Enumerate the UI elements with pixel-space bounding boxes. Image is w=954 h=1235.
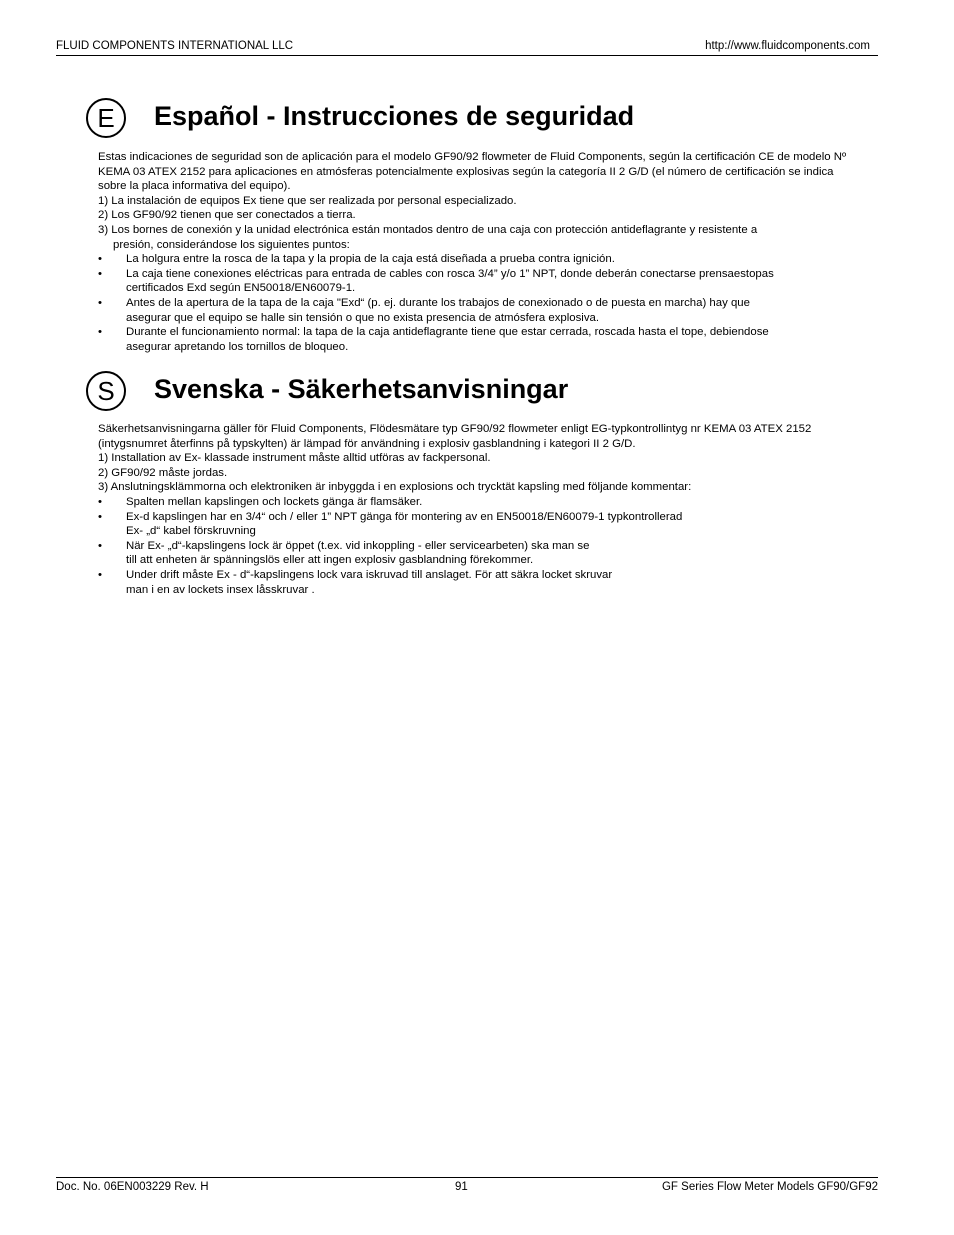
swedish-item-3 [98, 480, 863, 495]
swedish-item-2-text: 2) GF90/92 måste jordas. [98, 466, 228, 479]
bullet-text: La caja tiene conexiones eléctricas para entrada de cables con rosca 3/4” y/o 1” NPT, donde deberán conectarse prensaestopas [126, 267, 774, 280]
swedish-intro: Säkerhetsanvisningarna gäller för Fluid Components, Flödesmätare typ GF90/92 flowmeter enligt EG-typkontrollintyg nr KEMA 03 ATEX 2152 (intygsnumret återfinns på typskylten) är lämpad för användning i explosiv gasblandning i kategori II 2 G/D. [98, 423, 812, 450]
spanish-section-body [98, 150, 863, 354]
spanish-badge-icon: E [86, 98, 126, 138]
footer-product: GF Series Flow Meter Models GF90/GF92 [661, 1181, 878, 1193]
spanish-item-1 [98, 194, 863, 209]
spanish-item-3-text: 3) Los bornes de conexión y la unidad electrónica están montados dentro de una caja con protección antideflagrante y resistente a [98, 223, 758, 236]
page-footer [56, 1177, 878, 1198]
bullet-icon: • [98, 253, 102, 266]
bullet-text-cont: man i en av lockets insex låsskruvar . [126, 583, 315, 596]
bullet-icon: • [98, 267, 102, 280]
bullet-icon: • [98, 326, 102, 339]
bullet-text: Antes de la apertura de la tapa de la caja "Exd“ (p. ej. durante los trabajos de conexionado o de puesta en marcha) hay que [126, 296, 750, 309]
bullet-text: Ex-d kapslingen har en 3/4“ och / eller 1” NPT gänga för montering av en EN50018/EN60079-1 typkontrollerad [126, 510, 683, 523]
bullet-icon: • [98, 568, 102, 581]
spanish-item-3-cont: presión, considerándose los siguientes puntos: [113, 238, 350, 251]
swedish-section-body [98, 422, 863, 597]
spanish-intro: Estas indicaciones de seguridad son de aplicación para el modelo GF90/92 flowmeter de Fluid Components, según la certificación CE de modelo Nº KEMA 03 ATEX 2152 para aplicaciones en atmósferas potencialmente explosivas según la categoría II 2 G/D (el número de certificación se indica sobre la placa informativa del equipo). [98, 151, 847, 193]
footer-page-number: 91 [455, 1181, 468, 1193]
swedish-item-1-text: 1) Installation av Ex- klassade instrument måste alltid utföras av fackpersonal. [98, 452, 491, 465]
list-item [98, 568, 863, 597]
bullet-text: La holgura entre la rosca de la tapa y la propia de la caja está diseñada a prueba contra ignición. [126, 253, 615, 266]
bullet-text: Durante el funcionamiento normal: la tapa de la caja antideflagrante tiene que estar cerrada, roscada hasta el tope, debiendose [126, 326, 769, 339]
bullet-icon: • [98, 510, 102, 523]
footer-doc-number: Doc. No. 06EN003229 Rev. H [56, 1181, 209, 1193]
list-item [98, 296, 863, 325]
bullet-text-cont: Ex- „d“ kabel förskruvning [126, 525, 256, 538]
bullet-text-cont: asegurar que el equipo se halle sin tensión o que no exista presencia de atmósfera explosiva. [126, 311, 600, 324]
bullet-text-cont: till att enheten är spänningslös eller att ingen explosiv gasblandning förekommer. [126, 554, 534, 567]
page-header [56, 38, 878, 56]
bullet-text-cont: certificados Exd según EN50018/EN60079-1. [126, 282, 356, 295]
list-item [98, 325, 863, 354]
spanish-bullet-list [98, 252, 863, 354]
list-item [98, 267, 863, 296]
spanish-item-2 [98, 208, 863, 223]
swedish-badge-icon: S [86, 371, 126, 411]
swedish-item-3-text: 3) Anslutningsklämmorna och elektroniken är inbyggda i en explosions och trycktät kapsling med följande kommentar: [98, 481, 692, 494]
spanish-item-1-text: 1) La instalación de equipos Ex tiene que ser realizada por personal especializado. [98, 194, 517, 207]
list-item [98, 495, 863, 510]
header-url: http://www.fluidcomponents.com [705, 40, 870, 52]
list-item [98, 252, 863, 267]
swedish-bullet-list [98, 495, 863, 597]
spanish-section-title: Español - Instrucciones de seguridad [154, 101, 635, 131]
header-company: FLUID COMPONENTS INTERNATIONAL LLC [56, 40, 294, 52]
bullet-text: När Ex- „d“-kapslingens lock är öppet (t.ex. vid inkoppling - eller servicearbeten) ska man se [126, 539, 590, 552]
bullet-icon: • [98, 495, 102, 508]
spanish-item-3 [98, 223, 863, 252]
spanish-item-2-text: 2) Los GF90/92 tienen que ser conectados a tierra. [98, 209, 356, 222]
bullet-text: Under drift måste Ex - d“-kapslingens lock vara iskruvad till anslaget. För att säkra locket skruvar [126, 568, 613, 581]
list-item [98, 539, 863, 568]
swedish-item-1 [98, 451, 863, 466]
bullet-icon: • [98, 296, 102, 309]
swedish-item-2 [98, 466, 863, 481]
bullet-text-cont: asegurar apretando los tornillos de bloqueo. [126, 340, 349, 353]
list-item [98, 510, 863, 539]
bullet-icon: • [98, 539, 102, 552]
swedish-section-title: Svenska - Säkerhetsanvisningar [154, 374, 569, 404]
bullet-text: Spalten mellan kapslingen och lockets gänga är flamsäker. [126, 495, 423, 508]
